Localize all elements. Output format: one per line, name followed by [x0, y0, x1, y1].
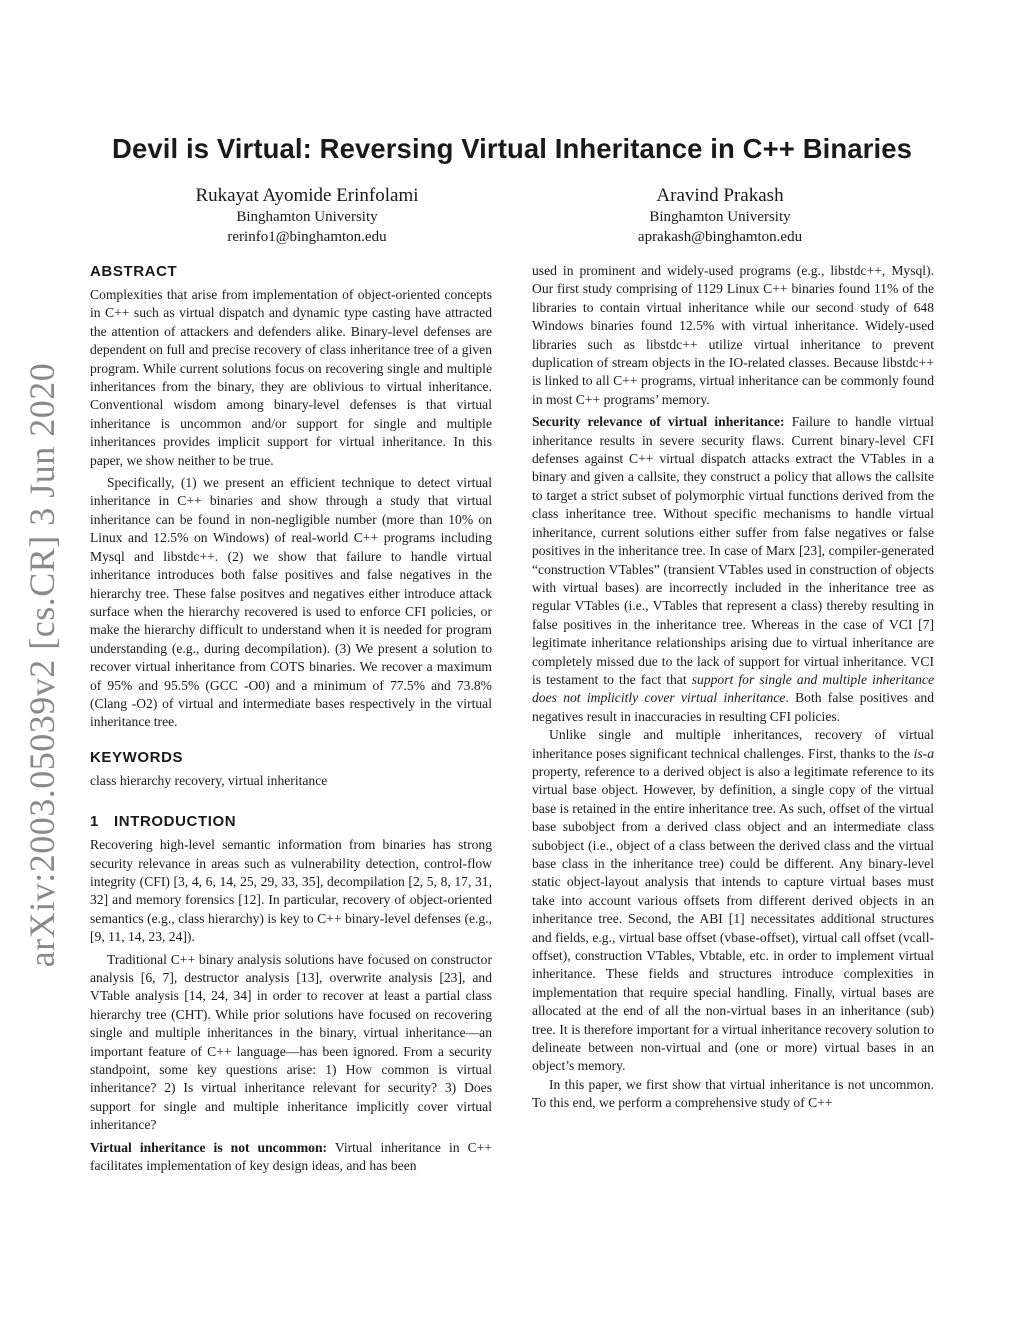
paragraph-text: property, reference to a derived object is also a legitimate reference to its virtual base object. However, by definition, a single copy of the virtual base is retained in the entire inheritance tree. As such, offset of the virtual base subobject from a derived class object and an intermediate class subobject (i.e., object of a class between the derived class and the virtual base class in the inheritance tree) could be different. Any binary-level static object-layout analysis that intends to capture virtual bases must take into account various offsets from different derived objects in an inheritance tree. Second, the ABI [1] necessitates additional structures and fields, e.g., virtual base offset (vbase-offset), virtual call offset (vcall-offset), construction VTables, Vbtable, etc. in order to implement virtual inheritance. These fields and structures introduce complexities in implementation that require special handling. Finally, virtual bases are allocated at the end of all the non-virtual bases in an inheritance (sub) tree. It is therefore important for a virtual inheritance recovery solution to delineate between non-virtual and (one or more) virtual bases in an object’s memory. — [532, 763, 934, 1074]
emphasis-text: is-a — [913, 745, 934, 761]
body-paragraph — [532, 413, 934, 726]
left-column — [90, 262, 492, 1175]
author-name: Rukayat Ayomide Erinfolami — [195, 185, 419, 206]
author-name: Aravind Prakash — [656, 185, 784, 206]
paragraph-text: . Both false positives and negatives result in inaccuracies in resulting CFI policies. — [532, 690, 935, 724]
paper-title: Devil is Virtual: Reversing Virtual Inheritance in C++ Binaries — [111, 133, 913, 164]
author-email[interactable]: aprakash@binghamton.edu — [637, 229, 803, 245]
emphasis-text: support for single and multiple inheritance does not implicitly cover virtual inheritance — [532, 671, 934, 706]
author-block — [147, 185, 467, 248]
author-affiliation: Binghamton University — [236, 209, 378, 225]
author-block — [560, 185, 880, 248]
abstract-paragraph: Specifically, (1) we present an efficient technique to detect virtual inheritance in C++ binaries and show through a study that virtual inheritance can be found in non-negligible number (more than 10% on Linux and 12.5% on Windows) of real-world C++ programs including Mysql and libstdc++. (2) we show that failure to handle virtual inheritance introduces both false positives and false negatives in the hierarchy tree. These false positves and negatives either introduce attack surface when the hierarchy recovered is used to enforce CFI policies, or make the hierarchy difficult to understand when it is needed for program understanding (e.g., during decompilation). (3) We present a solution to recover virtual inheritance from COTS binaries. We recover a maximum of 95% and 95.5% (GCC -O0) and a minimum of 77.5% and 73.8% (Clang -O2) of virtual and intermediate bases respectively in the virtual inheritance tree. — [90, 475, 492, 730]
arxiv-stamp-text: arXiv:2003.05039v2 [cs.CR] 3 Jun 2020 — [22, 362, 62, 968]
section-title: INTRODUCTION — [114, 813, 237, 831]
right-column — [532, 262, 934, 1113]
body-paragraph — [532, 726, 934, 1076]
keywords-heading: KEYWORDS — [90, 748, 184, 766]
body-paragraph — [90, 1139, 492, 1176]
body-paragraph: used in prominent and widely-used programs (e.g., libstdc++, Mysql). Our first study comprising of 1129 Linux C++ binaries found 11% of the libraries to contain virtual inheritance while our second study of 648 Windows binaries found 12.5% with virtual inheritance. Widely-used libraries such as libstdc++ utilize virtual inheritance to prevent duplication of stream objects in the IO-related classes. Because libstdc++ is linked to all C++ programs, virtual inheritance can be commonly found in most C++ programs’ memory. — [532, 263, 934, 407]
runin-heading: Security relevance of virtual inheritance: — [532, 414, 785, 430]
body-paragraph: In this paper, we first show that virtual inheritance is not uncommon. To this end, we perform a comprehensive study of C++ — [532, 1076, 934, 1111]
section-heading — [90, 812, 492, 832]
section-number: 1 — [90, 813, 99, 831]
paragraph-text: Failure to handle virtual inheritance results in severe security flaws. Current binary-level CFI defenses against C++ virtual dispatch attacks extract the VTables in a binary and given a callsite, they construct a policy that allows the callsite to target a strict subset of polymorphic virtual functions derived from the class inheritance tree. Without specific mechanisms to handle virtual inheritance, current solutions either suffer from false negatives or false positives in the inheritance tree. In case of Marx [23], compiler-generated “construction VTables” (transient VTables used in construction of objects with virtual bases) are incorrectly included in the inheritance tree as regular VTables (i.e., VTables that represent a class) thereby resulting in false positives in the inheritance tree. Whereas in the case of VCI [7] legitimate inheritance relationships arising due to virtual inheritance are completely missed due to the lack of support for virtual inheritance. VCI is testament to the fact that — [532, 414, 934, 687]
keywords-text: class hierarchy recovery, virtual inheritance — [90, 772, 328, 788]
abstract-paragraph: Complexities that arise from implementation of object-oriented concepts in C++ such as virtual dispatch and dynamic type casting have attracted the attention of attackers and defenders alike. Binary-level defenses are dependent on full and precise recovery of class inheritance tree of a given program. While current solutions focus on recovering single and multiple inheritances from the binary, they are oblivious to virtual inheritance. Conventional wisdom among binary-level defenses is that virtual inheritance is uncommon and/or support for single and multiple inheritances provides implicit support for virtual inheritance. In this paper, we show neither to be true. — [90, 287, 492, 468]
author-email[interactable]: rerinfo1@binghamton.edu — [227, 229, 387, 245]
body-paragraph: Recovering high-level semantic information from binaries has strong security relevance in areas such as vulnerability detection, control-flow integrity (CFI) [3, 4, 6, 14, 25, 29, 33, 35], decompilation [2, 5, 8, 17, 31, 32] and memory forensics [12]. In particular, recovery of object-oriented semantics (e.g., class hierarchy) is key to C++ binary-level defenses (e.g., [9, 11, 14, 23, 24]). — [90, 837, 492, 945]
arxiv-stamp — [22, 362, 62, 968]
author-affiliation: Binghamton University — [649, 209, 791, 225]
paragraph-text: Virtual inheritance in C++ facilitates implementation of key design ideas, and has been — [90, 1139, 492, 1174]
paragraph-text: Unlike single and multiple inheritances, recovery of virtual inheritance poses significant technical challenges. First, thanks to the — [532, 727, 934, 761]
runin-heading: Virtual inheritance is not uncommon: — [90, 1139, 328, 1155]
abstract-heading: ABSTRACT — [90, 263, 178, 280]
body-paragraph: Traditional C++ binary analysis solutions have focused on constructor analysis [6, 7], destructor analysis [13], overwrite analysis [23], and VTable analysis [14, 24, 34] in order to recover at least a partial class hierarchy tree (CHT). While prior solutions have focused on recovering single and multiple inheritances in the binary, virtual inheritance—an important feature of C++ language—has been ignored. From a security standpoint, some key questions arise: 1) How common is virtual inheritance? 2) Is virtual inheritance relevant for security? 3) Does support for single and multiple inheritance implicitly cover virtual inheritance? — [90, 951, 492, 1133]
